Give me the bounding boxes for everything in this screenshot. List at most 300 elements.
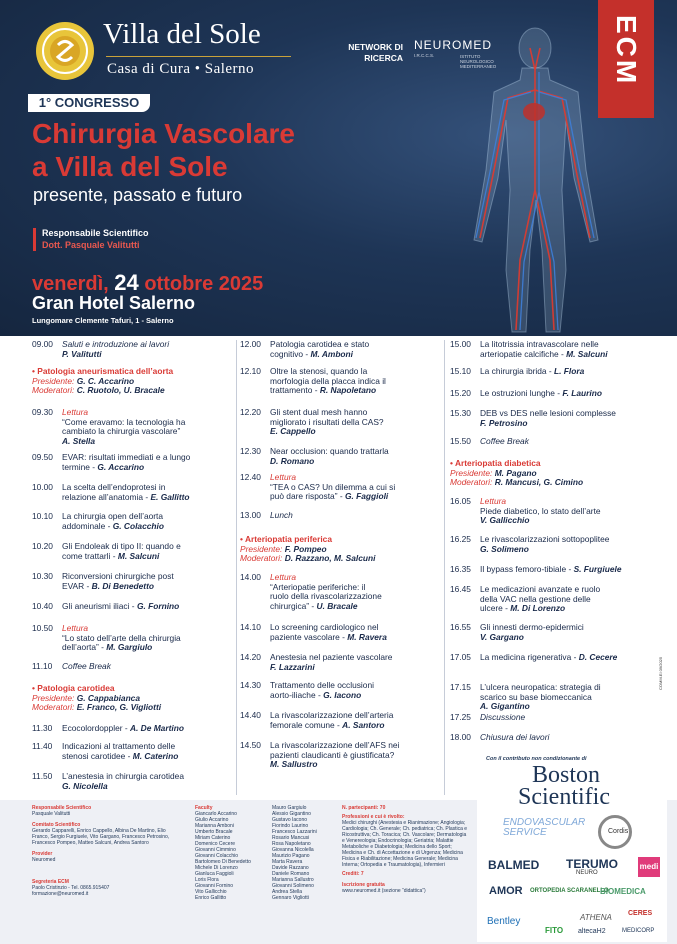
break-label: Coffee Break (480, 436, 529, 446)
venue-name: Gran Hotel Salerno (32, 293, 196, 313)
speaker-name: A. De Martino (129, 723, 184, 733)
entry-content (480, 733, 646, 743)
entry-time: 12.10 (240, 366, 261, 376)
neuromed-logo-right: ISTITUTO NEUROLOGICO MEDITERRANEO (460, 54, 497, 69)
speaker-name: M. Di Lorenzo (510, 603, 566, 614)
talk-text: come trattarli - (62, 550, 118, 561)
entry-time: 10.20 (32, 541, 53, 551)
session-role: Moderatori: (450, 477, 495, 488)
talk-text: chirurgica” - (270, 600, 317, 611)
entry-time: 10.50 (32, 623, 53, 633)
session-role-line (450, 478, 646, 488)
faculty-member: Umberto Bracale (195, 829, 233, 835)
entry-content (270, 408, 436, 437)
entry-content (270, 367, 436, 396)
break-label: Chiusura dei lavori (480, 732, 550, 742)
sponsor-altecah2: altecaH2 (578, 928, 606, 935)
entry-time: 16.05 (450, 496, 471, 506)
faculty-member: Giovanni Cimmino (195, 847, 236, 853)
talk-line (480, 565, 646, 575)
talk-text: addominale - (62, 520, 113, 531)
entry-content (62, 602, 232, 612)
entry-content (480, 585, 646, 614)
entry-content (62, 772, 232, 791)
entry-time: 10.00 (32, 482, 53, 492)
entry-content (270, 473, 436, 502)
talk-text: Gli aneurismi iliaci - (62, 601, 137, 611)
talk-text: Patologia carotidea e stato (270, 339, 370, 349)
entry-content (62, 542, 232, 561)
talk-text: arteriopatie calcifiche - (480, 348, 567, 359)
sponsor-balmed: BALMED (488, 858, 540, 872)
faculty-member: Vito Gallicchio (195, 889, 227, 895)
session-role: Presidente: (240, 543, 285, 554)
entry-content (270, 340, 436, 359)
session-people: R. Mancusi, G. Cimino (494, 477, 584, 488)
talk-text: Near occlusion: quando trattarla (270, 446, 389, 456)
talk-text: può dare risposta” - (270, 491, 345, 502)
talk-text: “Lo stato dell’arte della chirurgia (62, 632, 181, 643)
speaker-name: M. Salcuni (117, 550, 160, 561)
faculty-heading: Faculty (195, 805, 213, 811)
faculty-member: Mauro Gargiulo (272, 805, 307, 811)
entry-time: 09.30 (32, 407, 53, 417)
entry-content (480, 623, 646, 642)
speaker-name: G. Solimeno (480, 543, 529, 554)
talk-text: aorto-iliache - (270, 689, 324, 700)
faculty-member: Maurizio Pagano (272, 853, 310, 859)
talk-text: Le rivascolarizzazioni sottopoplitee (480, 534, 610, 544)
entry-time: 15.00 (450, 339, 471, 349)
talk-text: termine - (62, 461, 98, 472)
entry-content (450, 459, 646, 488)
talk-text: La chirurgia open dell’aorta (62, 511, 164, 521)
talk-text: “Come eravamo: la tecnologia ha (62, 416, 186, 427)
talk-line (480, 350, 646, 360)
participants-heading: N. partecipanti: 70 (342, 805, 386, 811)
talk-text: L’ulcera neuropatica: strategia di (480, 682, 601, 692)
session-role-line (32, 703, 232, 713)
entry-time: 14.10 (240, 622, 261, 632)
entry-time: 12.30 (240, 446, 261, 456)
entry-content (480, 653, 646, 663)
entry-content (62, 662, 232, 672)
faculty-list-2 (272, 805, 337, 901)
session-role: Presidente: (450, 467, 495, 478)
talk-text: trattamento - (270, 385, 320, 396)
entry-time: 10.40 (32, 601, 53, 611)
entry-content (270, 623, 436, 642)
entry-time: 15.10 (450, 366, 471, 376)
professions-value: Medici chirurghi (Anestesia e Rianimazione; Angiologia; Cardiologia; Ch. Generale; Ch. pediatrica; Ch. Plastica e Ricostruttiva; Ch. Toracica; Ch. Vascolare; Dermatologia e Venereologia; Endocrinologia; Geriatria; Malattie Metaboliche e Diabetologia; Medicina dello Sport; Medicina e Ch. di Accettazione e di Urgenza; Medicina Fisica e Riabilitazione; Medicina Generale; Medicina Interna; Ortopedia e Traumatologia), Infermieri (342, 820, 468, 868)
entry-content (62, 742, 232, 761)
neuromed-logo: NEUROMED (414, 38, 493, 52)
entry-content (480, 713, 646, 723)
entry-time: 16.25 (450, 534, 471, 544)
talk-line (62, 752, 232, 762)
speaker-name: G. Nicolella (62, 780, 108, 791)
comitato-heading: Comitato Scientifico (32, 822, 81, 828)
brand-subtitle: Casa di Cura • Salerno (107, 61, 255, 77)
session-role: Moderatori: (240, 553, 285, 564)
responsabile-accent (33, 228, 36, 251)
sponsor-bentley: Bentley (487, 916, 521, 927)
faculty-member: Loris Flora (195, 877, 219, 883)
entry-content (62, 453, 232, 472)
lecture-label: Lettura (270, 572, 297, 582)
ecm-label: ECM (611, 15, 642, 87)
entry-content (32, 684, 232, 713)
speaker-name: F. Laurino (562, 388, 602, 398)
sponsor-biomedica: BIOMEDICA (600, 887, 646, 896)
entry-time: 11.10 (32, 661, 53, 671)
faculty-member: Domenico Cecere (195, 841, 236, 847)
speaker-name: G. Faggioli (344, 491, 389, 502)
sponsor-medi: medi (638, 857, 660, 877)
faculty-member: Daniele Romano (272, 871, 310, 877)
speaker-name: M. Gargiulo (106, 642, 153, 653)
talk-text: L’anestesia in chirurgia carotidea (62, 771, 184, 781)
sponsor-boston-2: Scientific (518, 784, 610, 810)
faculty-member: Gennaro Vigliotti (272, 895, 309, 901)
event-title-line2: a Villa del Sole (32, 151, 228, 182)
entry-time: 17.25 (450, 712, 471, 722)
speaker-name: E. Gallitto (150, 491, 190, 502)
responsabile-name: Dott. Pasquale Valitutti (42, 240, 140, 250)
entry-content (480, 367, 646, 377)
session-people: F. Pompeo (284, 543, 327, 554)
talk-text: migliorato i risultati della CAS? (270, 416, 384, 427)
talk-text: Il bypass femoro-tibiale - (480, 564, 574, 574)
faculty-member: Francesco Lazzarini (272, 829, 317, 835)
provider-heading: Provider (32, 851, 53, 857)
entry-time: 17.05 (450, 652, 471, 662)
faculty-member: Giancarlo Accarino (195, 811, 237, 817)
credits-vertical: COMM.EI 09/2025 (658, 656, 663, 690)
speaker-name: D. Cecere (578, 652, 618, 662)
session-title: • Arteriopatia periferica (240, 534, 332, 544)
talk-text: La rivascolarizzazione dell’arteria (270, 710, 394, 720)
faculty-member: Miriam Caterino (195, 835, 231, 841)
faculty-member: Giulio Accarino (195, 817, 229, 823)
entry-content (480, 565, 646, 575)
talk-text: La rivascolarizzazione dell’AFS nei (270, 740, 400, 750)
brand-name: Villa del Sole (103, 18, 261, 50)
faculty-member: Gianluca Faggioli (195, 871, 234, 877)
entry-content (62, 724, 232, 734)
speaker-name: L. Flora (554, 366, 585, 376)
entry-time: 11.30 (32, 723, 53, 733)
session-role-line (240, 554, 436, 564)
faculty-member: Andrea Stella (272, 889, 303, 895)
speaker-name: A. Stella (62, 435, 96, 446)
segreteria-heading: Segreteria ECM (32, 879, 69, 885)
talk-text: Le ostruzioni lunghe - (480, 388, 563, 398)
faculty-member: Giovanni Colacchio (195, 853, 239, 859)
entry-time: 17.15 (450, 682, 471, 692)
sun-logo-icon (34, 20, 96, 82)
faculty-member: Giovanna Nicolella (272, 847, 314, 853)
entry-time: 12.00 (240, 339, 261, 349)
talk-text: scarico su base biomeccanica (480, 691, 592, 702)
talk-text: Ecocolordoppler - (62, 723, 130, 733)
speaker-name: M. Salcuni (566, 348, 608, 359)
faculty-member: Giovanni Solimeno (272, 883, 314, 889)
talk-line (270, 721, 436, 731)
date-number: 24 (114, 270, 139, 295)
session-role: Moderatori: (32, 702, 77, 713)
entry-content (270, 681, 436, 700)
entry-time: 14.30 (240, 680, 261, 690)
talk-text: femorale comune - (270, 719, 343, 730)
entry-content (270, 653, 436, 672)
entry-content (270, 573, 436, 611)
talk-line (480, 604, 646, 614)
break-label: Lunch (270, 510, 293, 520)
congress-badge: 1° CONGRESSO (28, 94, 150, 112)
footer-col-faculty-2 (272, 805, 337, 901)
entry-time: 14.00 (240, 572, 261, 582)
talk-line (62, 602, 232, 612)
entry-time: 13.00 (240, 510, 261, 520)
speaker-name: A. Santoro (342, 719, 385, 730)
entry-time: 11.50 (32, 771, 53, 781)
entry-content (480, 683, 646, 712)
entry-time: 12.20 (240, 407, 261, 417)
faculty-list-1 (195, 811, 265, 901)
break-label: Coffee Break (62, 661, 111, 671)
registration-heading: Iscrizione gratuita (342, 882, 385, 888)
entry-content (480, 437, 646, 447)
speaker-name: M. Caterino (132, 750, 179, 761)
hero-banner (0, 0, 677, 336)
talk-text: “TEA o CAS? Un dilemma a cui si (270, 481, 396, 492)
session-people: G. C. Accarino (76, 375, 135, 386)
resp-heading: Responsabile Scientifico (32, 805, 92, 811)
talk-text: cambiato la chirurgia vascolare” (62, 426, 181, 437)
program-schedule (0, 336, 677, 798)
talk-line (62, 463, 232, 473)
registration-value[interactable]: www.neuromed.it (sezione “didattica”) (342, 888, 426, 894)
entry-time: 16.35 (450, 564, 471, 574)
footer-col-organization (32, 805, 182, 897)
speaker-name: M. Amboni (310, 348, 353, 359)
talk-text: della VAC nella gestione delle (480, 593, 591, 604)
brand-divider (106, 56, 291, 57)
talk-text: Riconversioni chirurgiche post (62, 571, 174, 581)
talk-line (270, 633, 436, 643)
entry-content (270, 511, 436, 521)
comitato-value: Gerardo Capparelli, Enrico Cappello, Albina De Martino, Elio Franco, Sergio Furgiuele, Vito Gargano, Francesco Petrosino, Francesco Pompeo, Matteo Salcuni, Andrea Santoro (32, 828, 170, 846)
speaker-name: S. Furgiuele (573, 564, 622, 574)
faculty-member: Fiorindo Laurino (272, 823, 309, 829)
entry-content (62, 624, 232, 653)
entry-time: 10.30 (32, 571, 53, 581)
talk-text: Lo screening cardiologico nel (270, 622, 379, 632)
entry-content (480, 409, 646, 428)
entry-content (270, 447, 436, 466)
talk-line (270, 350, 436, 360)
entry-time: 14.40 (240, 710, 261, 720)
entry-time: 16.45 (450, 584, 471, 594)
entry-time: 15.20 (450, 388, 471, 398)
entry-time: 12.40 (240, 472, 261, 482)
entry-content (240, 535, 436, 564)
sponsor-medicorp: MEDICORP (622, 928, 655, 934)
entry-time: 11.40 (32, 741, 53, 751)
talk-text: Gli innesti dermo-epidermici (480, 622, 584, 632)
talk-text: Indicazioni al trattamento delle (62, 741, 176, 751)
speaker-name: R. Napoletano (319, 385, 377, 396)
talk-text: La chirurgia ibrida - (480, 366, 555, 376)
session-role: Presidente: (32, 375, 77, 386)
session-people: E. Franco, G. Vigliotti (76, 702, 162, 713)
session-role: Moderatori: (32, 385, 77, 396)
entry-time: 15.30 (450, 408, 471, 418)
sponsor-amor: AMOR (489, 885, 523, 897)
talk-text: ulcere - (480, 603, 511, 614)
sponsor-athena: ATHENA (580, 913, 612, 922)
talk-text: stenosi carotidee - (62, 750, 133, 761)
session-people: C. Ruotolo, U. Bracale (76, 385, 165, 396)
talk-text: Oltre la stenosi, quando la (270, 366, 368, 376)
entry-content (32, 367, 232, 396)
speaker-name: G. Iacono (323, 689, 362, 700)
responsabile-label: Responsabile Scientifico (42, 228, 149, 238)
faculty-member: Bartolomeo Di Benedetto (195, 859, 251, 865)
lecture-label: Lettura (62, 623, 89, 633)
sponsor-terumo: TERUMO (566, 857, 618, 871)
faculty-member: Marianna Sallustro (272, 877, 314, 883)
talk-text: Trattamento delle occlusioni (270, 680, 374, 690)
sponsor-boston-1: Boston (532, 762, 601, 788)
lecture-label: Lettura (62, 407, 89, 417)
speaker-name: A. Gigantino (480, 701, 530, 712)
break-label: Saluti e introduzione ai lavori (62, 339, 170, 349)
speaker-name: B. Di Benedetto (91, 580, 154, 591)
speaker-name: V. Gallicchio (480, 515, 530, 526)
sponsor-endovascular: ENDOVASCULAR SERVICE (503, 817, 586, 838)
talk-text: Anestesia nel paziente vascolare (270, 652, 393, 662)
speaker-name: F. Petrosino (480, 417, 528, 428)
session-role-line (32, 386, 232, 396)
lecture-label: Lettura (270, 472, 297, 482)
provider-value: Neuromed (32, 857, 56, 863)
entry-content (480, 340, 646, 359)
neuromed-logo-sub: I.R.C.C.S. (414, 53, 435, 58)
talk-text: La scelta dell’endoprotesi in (62, 482, 166, 492)
entry-content (62, 572, 232, 591)
network-label: NETWORK DI RICERCA (348, 42, 403, 63)
entry-time: 09.00 (32, 339, 53, 349)
session-title: • Patologia carotidea (32, 683, 115, 693)
sponsor-cordis: Cordis (608, 828, 629, 835)
faculty-member: Giovanni Fornino (195, 883, 234, 889)
speaker-name: M. Ravera (347, 631, 387, 642)
talk-line (270, 386, 436, 396)
faculty-member: Marianna Amboni (195, 823, 234, 829)
talk-line (480, 653, 646, 663)
venue-address: Lungomare Clemente Tafuri, 1 - Salerno (32, 316, 174, 325)
speaker-name: V. Gargano (480, 631, 524, 642)
session-people: D. Razzano, M. Salcuni (284, 553, 376, 564)
date-day: venerdì, (32, 273, 109, 295)
talk-line (480, 389, 646, 399)
entry-time: 09.50 (32, 452, 53, 462)
professions-heading: Professioni e cui è rivolto: (342, 814, 405, 820)
talk-text: cognitivo - (270, 348, 311, 359)
session-title: • Patologia aneurismatica dell’aorta (32, 366, 174, 376)
talk-text: “Arteriopatie periferiche: il (270, 581, 366, 592)
entry-content (62, 340, 232, 359)
session-people: M. Pagano (494, 467, 537, 478)
entry-content (480, 497, 646, 526)
session-title: • Arteriopatia diabetica (450, 458, 541, 468)
break-label: Discussione (480, 712, 526, 722)
talk-line (270, 492, 436, 502)
talk-text: Gli Endoleak di tipo II: quando e (62, 541, 181, 551)
faculty-member: Rosa Napoletano (272, 841, 311, 847)
speaker-name: U. Bracale (316, 600, 358, 611)
sponsor-fito: FITO (545, 926, 564, 935)
session-role: Presidente: (32, 692, 77, 703)
entry-time: 14.20 (240, 652, 261, 662)
faculty-member: Rosario Mancusi (272, 835, 310, 841)
talk-text: DEB vs DES nelle lesioni complesse (480, 408, 616, 418)
date-month-year: ottobre 2025 (144, 273, 264, 295)
entry-time: 18.00 (450, 732, 471, 742)
credits-heading: Crediti: 7 (342, 871, 364, 877)
talk-line (270, 691, 436, 701)
entry-content (270, 741, 436, 770)
entry-time: 14.50 (240, 740, 261, 750)
talk-text: EVAR - (62, 580, 92, 591)
entry-content (62, 408, 232, 446)
entry-time: 15.50 (450, 436, 471, 446)
entry-time: 10.10 (32, 511, 53, 521)
speaker-name: D. Romano (270, 455, 315, 466)
speaker-name: E. Cappello (270, 426, 316, 437)
talk-text: La litotrissia intravascolare nelle (480, 339, 599, 349)
talk-line (62, 522, 232, 532)
talk-text: Piede diabetico, lo stato dell’arte (480, 505, 601, 516)
talk-line (62, 724, 232, 734)
faculty-member: Davide Razzano (272, 865, 309, 871)
segreteria-email[interactable]: formazione@neuromed.it (32, 891, 89, 897)
talk-line (62, 493, 232, 503)
talk-text: Gli stent dual mesh hanno (270, 407, 368, 417)
talk-text: pazienti claudicanti è giustificata? (270, 749, 395, 760)
talk-text: La medicina rigenerativa - (480, 652, 579, 662)
faculty-member: Enrico Gallitto (195, 895, 227, 901)
sponsor-terumo-sub: NEURO (576, 870, 598, 876)
entry-content (62, 512, 232, 531)
vascular-body-illustration (450, 20, 620, 336)
talk-line (62, 643, 232, 653)
faculty-member: Marta Ravera (272, 859, 303, 865)
talk-text: EVAR: risultati immediati e a lungo (62, 452, 191, 462)
talk-text: dell’aorta” - (62, 642, 107, 653)
speaker-name: M. Sallustro (270, 759, 318, 770)
sponsor-ortopedia: ORTOPEDIA SCARANELLO (530, 888, 609, 894)
sponsors-title: Con il contributo non condizionante di (486, 756, 587, 762)
faculty-member: Alessio Gigantino (272, 811, 311, 817)
footer-col-faculty-1 (195, 805, 265, 901)
faculty-member: Michele Di Lorenzo (195, 865, 238, 871)
talk-line (62, 552, 232, 562)
speaker-name: P. Valitutti (62, 348, 102, 359)
talk-text: Le medicazioni avanzate e ruolo (480, 584, 601, 594)
